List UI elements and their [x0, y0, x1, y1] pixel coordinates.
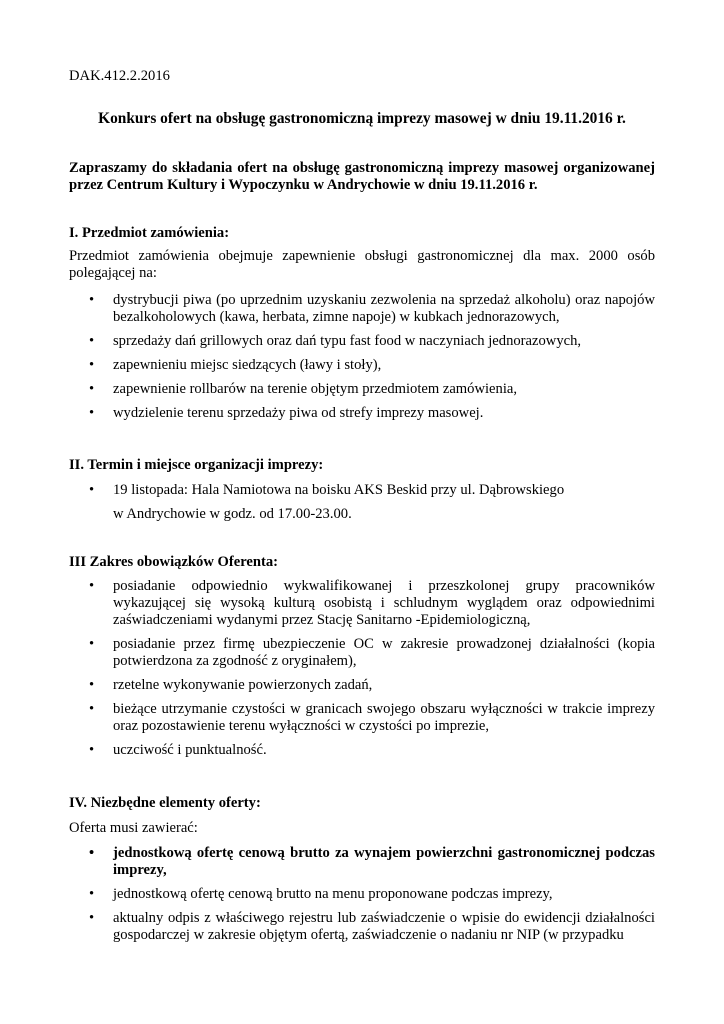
section-4-heading: IV. Niezbędne elementy oferty:: [69, 795, 261, 811]
list-item: • wydzielenie terenu sprzedaży piwa od strefy imprezy masowej.: [89, 405, 484, 421]
section-4-list: [69, 845, 655, 951]
bullet-icon: •: [89, 910, 95, 926]
bullet-icon: •: [89, 677, 95, 693]
list-item: • zapewnienie rollbarów na terenie objętym przedmiotem zamówienia,: [89, 381, 518, 397]
bullet-icon: •: [89, 292, 95, 308]
list-item: • jednostkową ofertę cenową brutto na menu proponowane podczas imprezy,: [89, 886, 553, 902]
bullet-icon: •: [89, 381, 95, 397]
section-1-heading: I. Przedmiot zamówienia:: [69, 225, 230, 241]
list-item: • jednostkową ofertę cenową brutto za wynajem powierzchni gastronomicznej podczas imprezy,: [89, 845, 655, 878]
bullet-icon: •: [89, 845, 95, 861]
section-2-list: [69, 482, 655, 530]
bullet-icon: •: [89, 742, 95, 758]
bullet-icon: •: [89, 357, 95, 373]
list-item: • uczciwość i punktualność.: [89, 742, 267, 758]
section-4-text: Oferta musi zawierać:: [69, 820, 198, 836]
list-item: • dystrybucji piwa (po uprzednim uzyskaniu zezwolenia na sprzedaż alkoholu) oraz napojów bezalkoholowych (kawa, herbata, zimne napoje) w kubkach jednorazowych,: [89, 292, 655, 325]
list-item: • bieżące utrzymanie czystości w granicach swojego obszaru wyłączności w trakcie imprezy oraz pozostawienie terenu wyłączności w czystości po imprezie,: [89, 701, 655, 734]
document-reference: DAK.412.2.2016: [69, 68, 170, 84]
bullet-icon: •: [89, 482, 95, 498]
bullet-icon: •: [89, 886, 95, 902]
list-item: • sprzedaży dań grillowych oraz dań typu fast food w naczyniach jednorazowych,: [89, 333, 582, 349]
section-1-text: Przedmiot zamówienia obejmuje zapewnienie obsługi gastronomicznej dla max. 2000 osób polegającej na:: [69, 248, 655, 281]
document-title: Konkurs ofert na obsługę gastronomiczną imprezy masowej w dniu 19.11.2016 r.: [98, 110, 626, 127]
list-item: • rzetelne wykonywanie powierzonych zadań,: [89, 677, 373, 693]
intro-paragraph: Zapraszamy do składania ofert na obsługę gastronomiczną imprezy masowej organizowanej przez Centrum Kultury i Wypoczynku w Andrychowie w dniu 19.11.2016 r.: [69, 160, 655, 193]
bullet-icon: •: [89, 333, 95, 349]
bullet-icon: •: [89, 701, 95, 717]
section-2-heading: II. Termin i miejsce organizacji imprezy:: [69, 457, 324, 473]
section-3-list: [69, 578, 655, 766]
list-item: • aktualny odpis z właściwego rejestru lub zaświadczenie o wpisie do ewidencji działalności gospodarczej w zakresie objętym ofertą, zaświadczenie o nadaniu nr NIP (w przypadku: [89, 910, 655, 943]
list-item: • 19 listopada: Hala Namiotowa na boisku AKS Beskid przy ul. Dąbrowskiego w Andrychowie w godz. od 17.00-23.00.: [89, 482, 565, 522]
section-1-list: [69, 292, 655, 429]
list-item: • zapewnieniu miejsc siedzących (ławy i stoły),: [89, 357, 382, 373]
list-item: • posiadanie odpowiednio wykwalifikowanej i przeszkolonej grupy pracowników wykazującej się wysoką kulturą osobistą i schludnym wyglądem oraz odpowiednimi zaświadczeniami wydanymi przez Stację Sanitarno -Epidemiologiczną,: [89, 578, 655, 628]
list-item: • posiadanie przez firmę ubezpieczenie OC w zakresie prowadzonej działalności (kopia potwierdzona za zgodność z oryginałem),: [89, 636, 655, 669]
bullet-icon: •: [89, 578, 95, 594]
section-3-heading: III Zakres obowiązków Oferenta:: [69, 554, 279, 570]
bullet-icon: •: [89, 636, 95, 652]
bullet-icon: •: [89, 405, 95, 421]
